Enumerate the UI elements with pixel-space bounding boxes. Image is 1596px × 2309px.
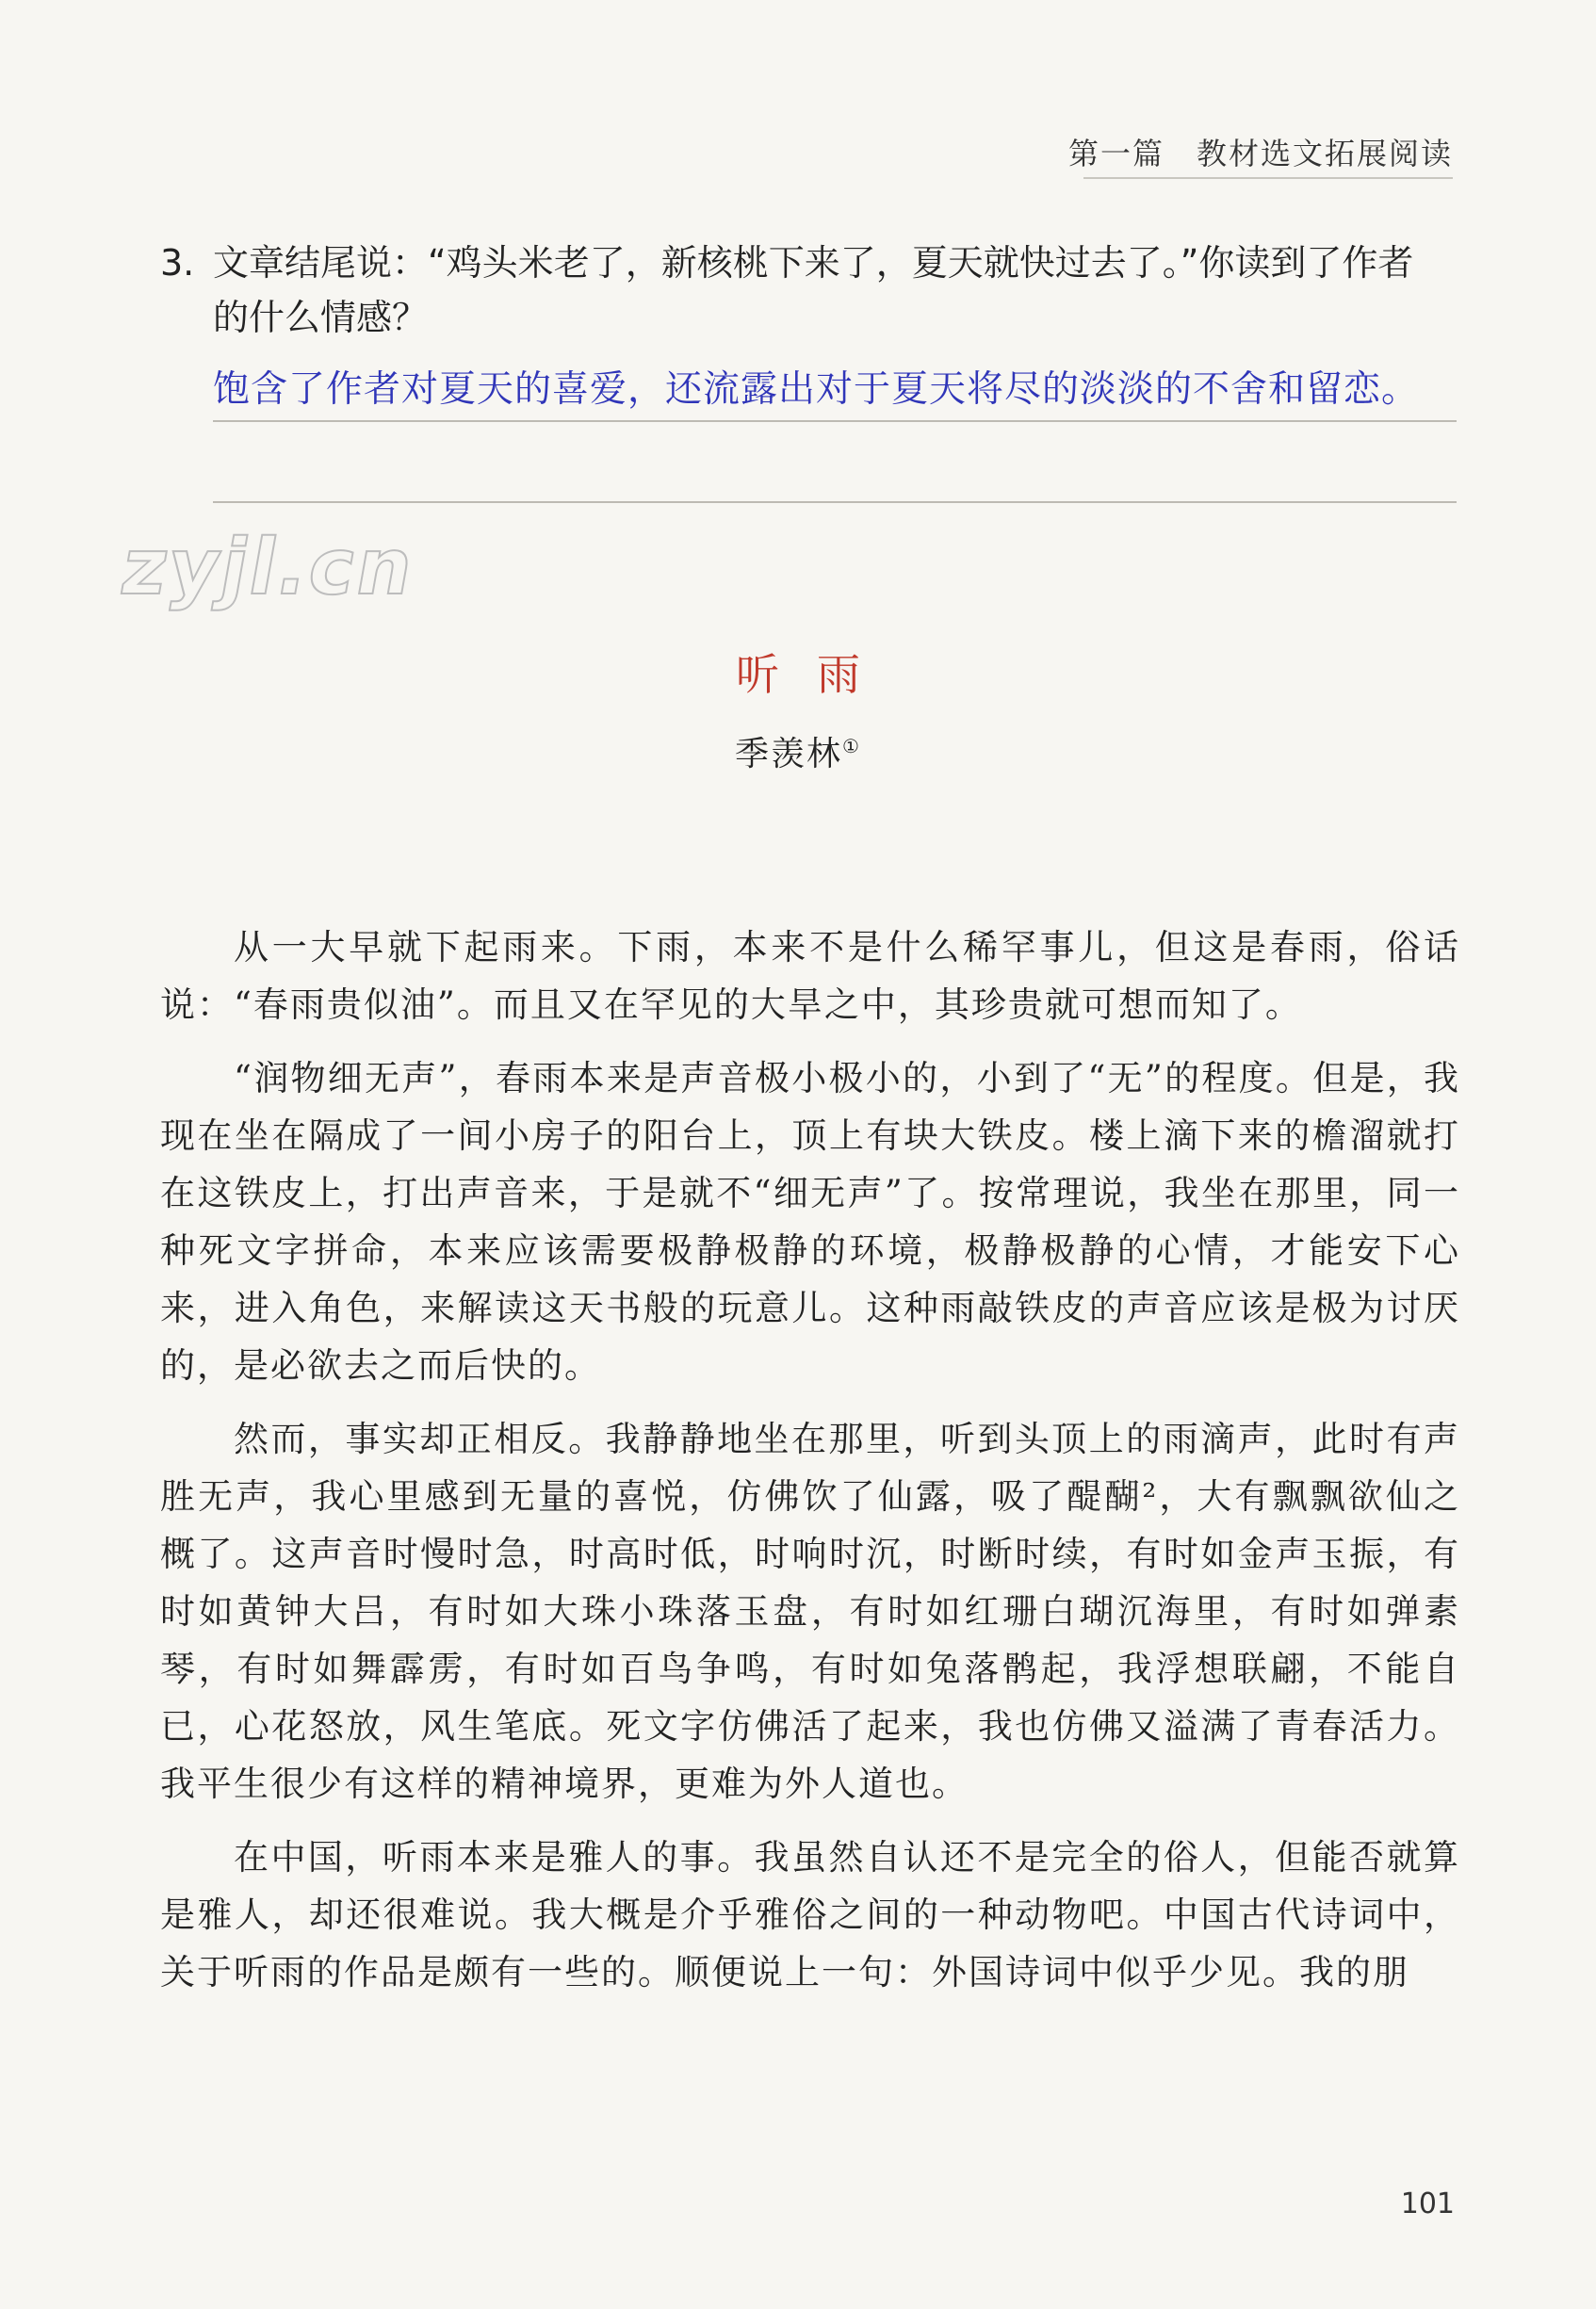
article-title: 听雨 — [736, 649, 898, 700]
header-title: 教材选文拓展阅读 — [1196, 136, 1453, 171]
page-number: 101 — [1400, 2187, 1455, 2220]
paragraph: 在中国，听雨本来是雅人的事。我虽然自认还不是完全的俗人，但能否就算是雅人，却还很难说。我大概是介乎雅俗之间的一种动物吧。中国古代诗词中，关于听雨的作品是颇有一些的。顺便说上一句：外国诗词中似乎少见。我的朋 — [160, 1837, 1460, 1992]
author-name: 季羡林 — [735, 735, 843, 773]
running-header — [1068, 130, 1453, 173]
paragraph: “润物细无声”，春雨本来是声音极小极小的，小到了“无”的程度。但是，我现在坐在隔成了一间小房子的阳台上，顶上有块大铁皮。楼上滴下来的檐溜就打在这铁皮上，打出声音来，于是就不“细无声”了。按常理说，我坐在那里，同一种死文字拼命，本来应该需要极静极静的环境，极静极静的心情，才能安下心来，进入角色，来解读这天书般的玩意儿。这种雨敲铁皮的声音应该是极为讨厌的，是必欲去之而后快的。 — [160, 1058, 1460, 1386]
paragraph: 从一大早就下起雨来。下雨，本来不是什么稀罕事儿，但这是春雨，俗话说：“春雨贵似油”。而且又在罕见的大旱之中，其珍贵就可想而知了。 — [160, 927, 1460, 1025]
article-author — [0, 727, 1596, 775]
question-text-line1: 文章结尾说：“鸡头米老了，新核桃下来了，夏天就快过去了。”你读到了作者 — [213, 242, 1414, 284]
watermark: zyjl.cn — [114, 523, 422, 612]
answer-line-2 — [213, 501, 1457, 503]
header-section: 第一篇 — [1067, 136, 1164, 171]
paragraph: 然而，事实却正相反。我静静地坐在那里，听到头顶上的雨滴声，此时有声胜无声，我心里感到无量的喜悦，仿佛饮了仙露，吸了醍醐²，大有飘飘欲仙之概了。这声音时慢时急，时高时低，时响时沉，时断时续，有时如金声玉振，有时如黄钟大吕，有时如大珠小珠落玉盘，有时如红珊白瑚沉海里，有时如弹素琴，有时如舞霹雳，有时如百鸟争鸣，有时如兔落鹘起，我浮想联翩，不能自已，心花怒放，风生笔底。死文字仿佛活了起来，我也仿佛又溢满了青春活力。我平生很少有这样的精神境界，更难为外人道也。 — [160, 1419, 1460, 1804]
question-text-line2: 的什么情感？ — [213, 297, 429, 338]
question-3 — [160, 236, 1460, 345]
header-rule — [1083, 177, 1453, 179]
answer-line-1 — [213, 420, 1457, 422]
article-body — [160, 919, 1460, 2017]
handwritten-answer: 饱含了作者对夏天的喜爱，还流露出对于夏天将尽的淡淡的不舍和留恋。 — [213, 368, 1420, 411]
author-footnote-marker: ① — [842, 735, 861, 757]
question-number: 3. — [160, 242, 195, 284]
